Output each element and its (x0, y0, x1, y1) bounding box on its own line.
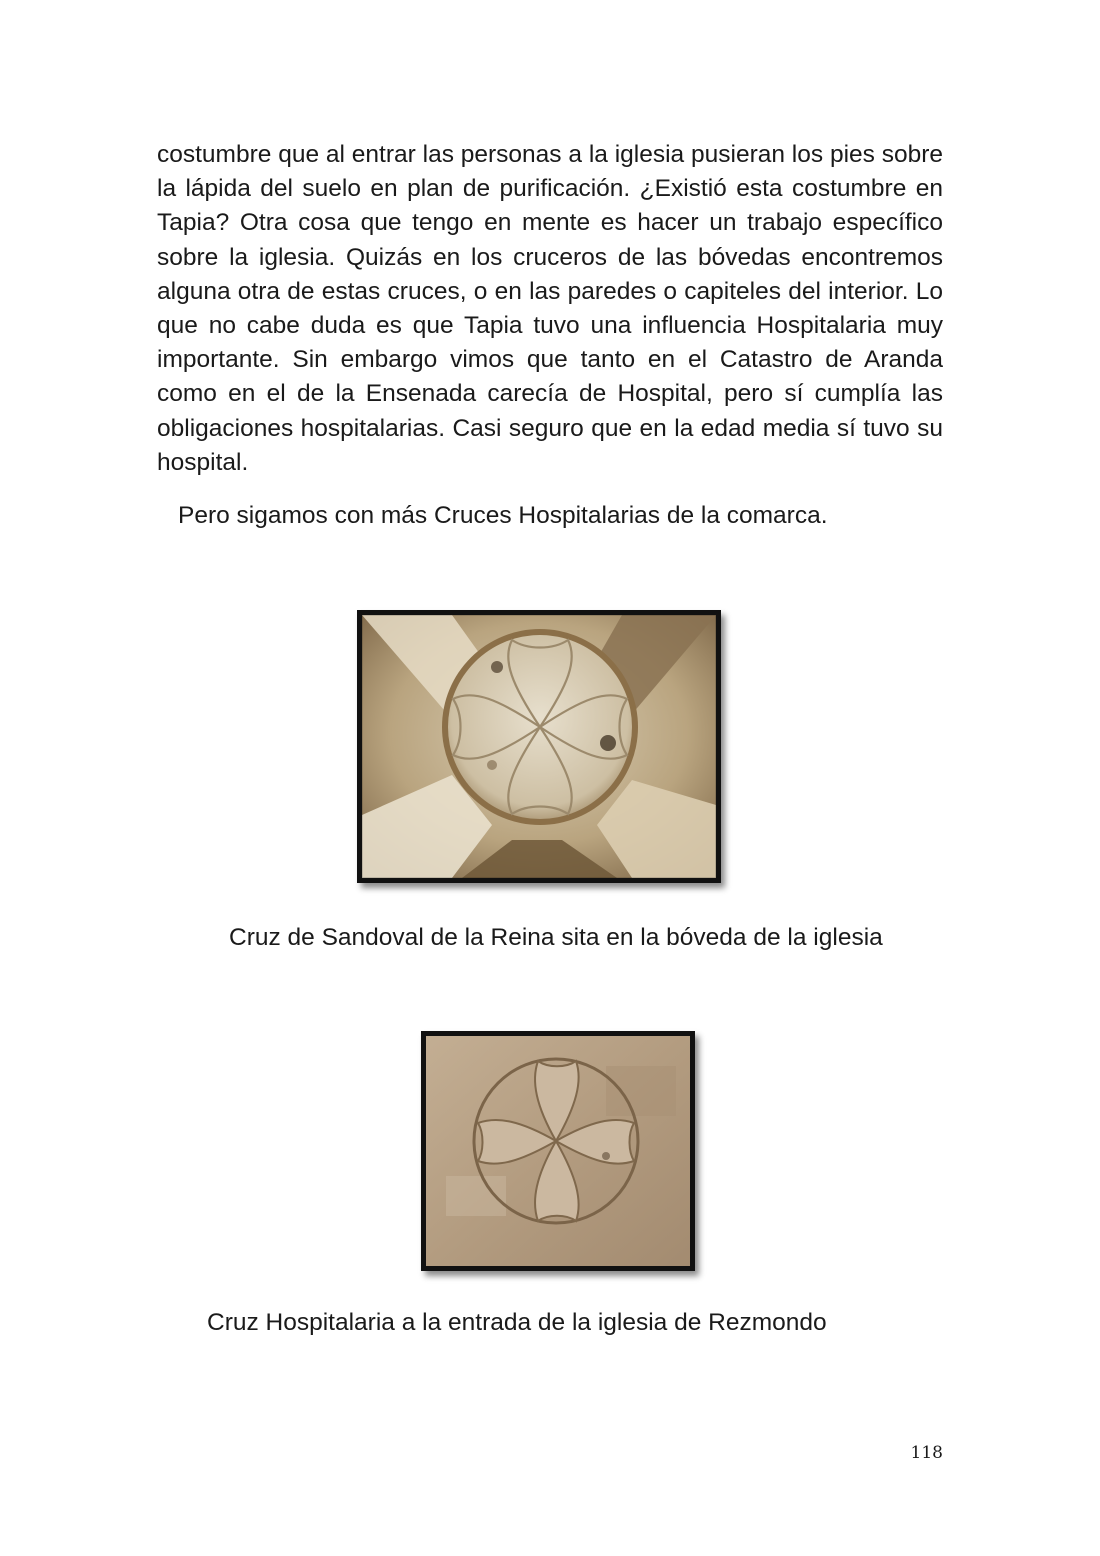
vault-cross-photo (357, 610, 721, 883)
entrance-cross-image (426, 1036, 690, 1266)
body-paragraph: costumbre que al entrar las personas a la iglesia pusieran los pies sobre la lápida del suelo en plan de purificación. ¿Existió esta costumbre en Tapia? Otra cosa que tengo en mente es hacer un trabajo específico sobre la iglesia. Quizás en los cruceros de las bóvedas encontremos alguna otra de estas cruces, o en las paredes o capiteles del interior. Lo que no cabe duda es que Tapia tuvo una influencia Hospitalaria muy importante. Sin embargo vimos que tanto en el Catastro de Aranda como en el de la Ensenada carecía de Hospital, pero sí cumplía las obligaciones hospitalarias. Casi seguro que en la edad media sí tuvo su hospital. (157, 141, 943, 476)
figure-caption: Cruz de Sandoval de la Reina sita en la bóveda de la iglesia (229, 924, 883, 951)
vault-cross-image (362, 615, 716, 878)
page-number: 118 (910, 1443, 943, 1463)
entrance-cross-photo (421, 1031, 695, 1271)
intro-sentence: Pero sigamos con más Cruces Hospitalarias de la comarca. (178, 502, 828, 529)
figure-caption: Cruz Hospitalaria a la entrada de la iglesia de Rezmondo (207, 1309, 827, 1336)
